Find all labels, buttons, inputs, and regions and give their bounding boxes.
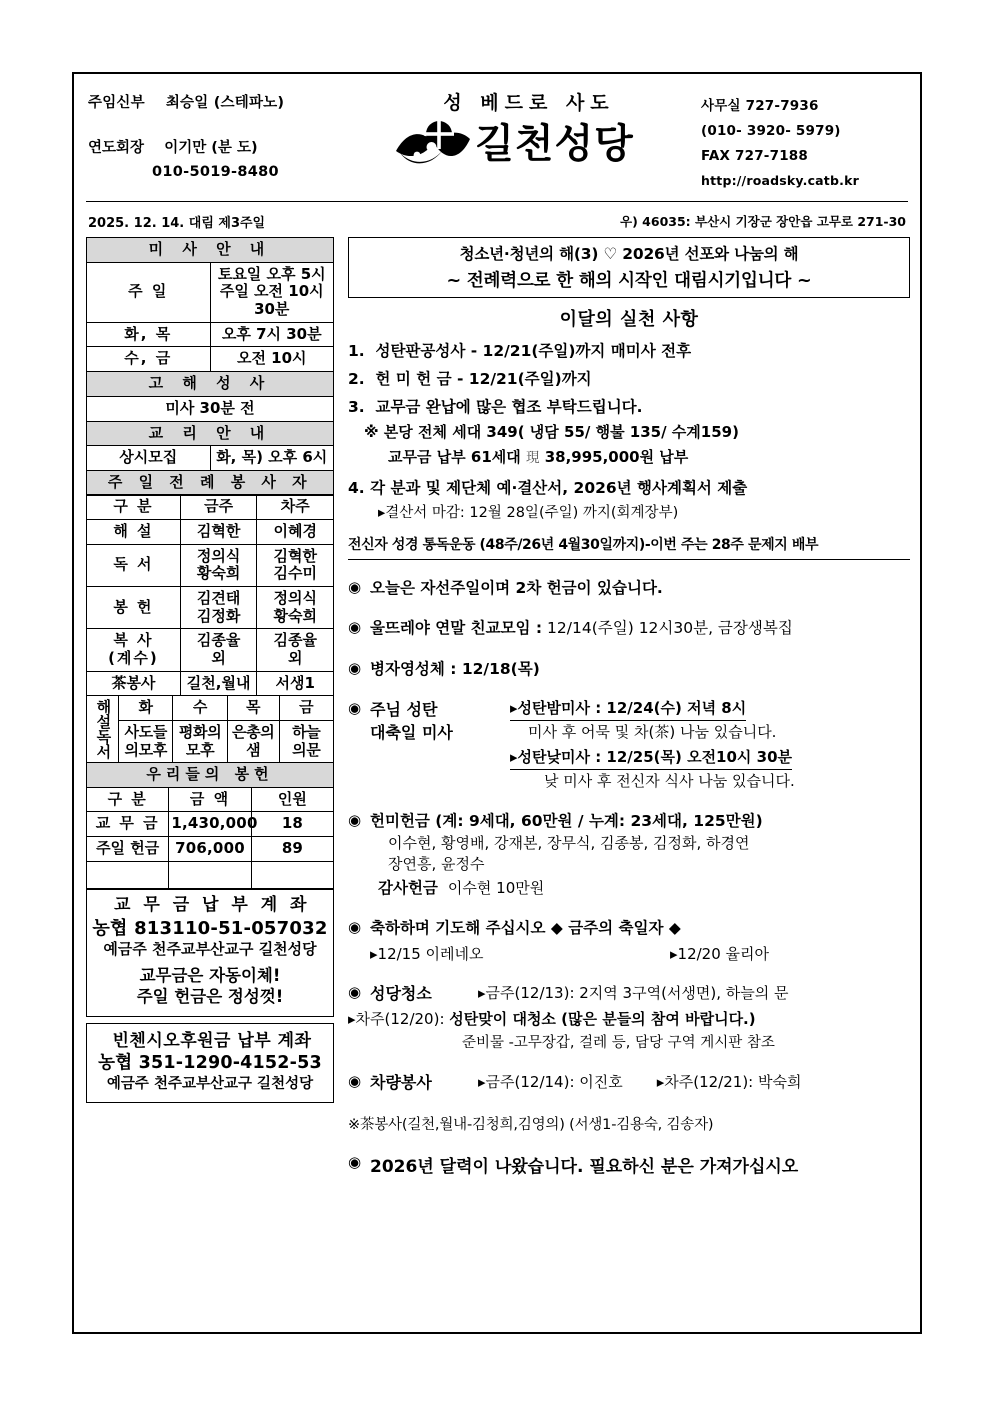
mass-row-value: 토요일 오후 5시 주일 오전 10시 30분	[210, 262, 334, 322]
leader-label: 연도회장	[88, 140, 145, 157]
rice-donors-line-1: 이수현, 황영배, 강재본, 장무식, 김종봉, 김정화, 하경연	[388, 834, 750, 853]
theme-line-2: ~ 전례력으로 한 해의 시작인 대림시기입니다 ~	[446, 271, 812, 291]
server-this-week: 길천,월내	[180, 671, 257, 696]
practice-number: 3.	[348, 398, 365, 417]
table-row	[87, 836, 334, 861]
announcements	[348, 577, 910, 1177]
fellowship-value: 12/14(주일) 12시30분, 금장생복집	[542, 619, 793, 638]
car-service-this-week: ▸금주(12/14): 이진호	[478, 1073, 623, 1092]
tuition-account-box	[86, 888, 334, 1016]
offering-type: 주일 헌금	[87, 836, 169, 861]
server-this-week: 김견태 김정화	[180, 587, 257, 629]
table-row	[87, 861, 334, 889]
mobile-phone: (010- 3920- 5979)	[701, 122, 841, 139]
offering-header-amount: 금 액	[169, 787, 251, 812]
practice-item	[348, 367, 910, 392]
table-row	[87, 812, 334, 837]
confession-value: 미사 30분 전	[87, 396, 334, 421]
server-this-week: 김혁한	[180, 519, 257, 544]
bullet-icon: ◉	[348, 918, 362, 937]
server-next-week: 서생1	[257, 671, 334, 696]
announcement-sick-communion	[348, 658, 910, 681]
bullet-icon: ◉	[348, 578, 362, 597]
header-contacts-left	[74, 74, 349, 181]
practice-4-deadline: ▸결산서 마감: 12월 28일(주일) 까지(회계장부)	[378, 504, 679, 521]
catechism-value: 화, 목) 오후 6시	[210, 446, 334, 471]
xmas-day-mass: ▸성탄낮미사 : 12/25(목) 오전10시 30분	[510, 747, 792, 770]
bullet-icon: ◉	[348, 810, 362, 829]
feast-entry-1: ▸12/15 이레네오	[370, 944, 484, 963]
bulletin-page	[72, 72, 922, 1334]
header-divider	[86, 201, 908, 202]
pastor-name: 최승일 (스테파노)	[165, 95, 285, 111]
section-divider	[348, 559, 910, 560]
weekday-reader: 하늘 의문	[279, 720, 333, 762]
sidebar-column	[86, 237, 334, 1177]
cleaning-this-week: ▸금주(12/13): 2지역 3구역(서생면), 하늘의 문	[478, 984, 789, 1003]
server-this-week: 김종율 외	[180, 629, 257, 671]
pastor-label: 주임신부	[88, 95, 145, 111]
xmas-day-note: 낮 미사 후 전신자 식사 나눔 있습니다.	[544, 772, 795, 791]
catechism-title: 교 리 안 내	[87, 421, 334, 446]
servers-header-role: 구 분	[87, 495, 181, 520]
feast-entry-2: ▸12/20 율리아	[670, 944, 769, 963]
offering-header-type: 구 분	[87, 787, 169, 812]
mass-guide-title: 미 사 안 내	[87, 238, 334, 263]
server-next-week: 김혁한 김수미	[257, 544, 334, 586]
practice-item: 4. 각 분과 및 제단체 예·결산서, 2026년 행사계획서 제출	[348, 479, 748, 498]
offering-table	[86, 762, 334, 890]
xmas-label-1: 주님 성탄	[370, 699, 438, 719]
table-row	[87, 587, 334, 629]
account-number: 농협 813110-51-057032	[92, 918, 328, 940]
weekday-readers-label: 해설독서	[87, 696, 119, 763]
account-note-2: 주일 헌금은 정성껏!	[136, 987, 284, 1007]
practice-text: 헌 미 헌 금 - 12/21(주일)까지	[375, 370, 592, 389]
page-header	[74, 74, 920, 209]
bullet-icon: ◉	[348, 618, 362, 637]
fellowship-label: 울뜨레야 연말 친교모임 :	[370, 619, 543, 638]
table-row	[87, 629, 334, 671]
leader-phone: 010-5019-8480	[152, 164, 279, 181]
charity-text: 오늘은 자선주일이며 2차 헌금이 있습니다.	[370, 579, 663, 598]
office-phone: 사무실 727-7936	[701, 98, 819, 114]
weekday-tue: 화	[119, 696, 173, 721]
practice-text: 교무금 완납에 많은 협조 부탁드립니다.	[375, 398, 643, 417]
announcement-christmas	[348, 698, 910, 793]
catechism-label: 상시모집	[87, 446, 211, 471]
announcement-charity	[348, 577, 910, 600]
offering-type	[87, 861, 169, 889]
theme-box	[348, 237, 910, 298]
confession-title: 고 해 성 사	[87, 372, 334, 397]
practice-list	[348, 339, 910, 525]
offering-amount	[169, 861, 251, 889]
practice-3-paid-amount: 38,995,000원 납부	[539, 447, 689, 466]
table-row	[87, 720, 334, 762]
weekday-readers-table	[86, 695, 334, 763]
server-role: 茶봉사	[87, 671, 181, 696]
account-owner: 예금주 천주교부산교구 길천성당	[103, 940, 317, 959]
thanks-value: 이수현 10만원	[447, 879, 545, 898]
offering-amount: 1,430,000	[169, 812, 251, 837]
church-branding	[349, 74, 679, 171]
server-this-week: 정의식 황숙희	[180, 544, 257, 586]
mass-row-label: 수, 금	[87, 347, 211, 372]
cleaning-supplies: 준비물 -고무장갑, 걸레 등, 담당 구역 게시판 참조	[462, 1034, 775, 1051]
weekday-reader: 은총의 샘	[227, 720, 279, 762]
table-row	[87, 519, 334, 544]
rice-donors-line-2: 장연흥, 윤정수	[388, 855, 485, 874]
mass-row-value: 오전 10시	[210, 347, 334, 372]
offering-count	[251, 861, 333, 889]
announcement-rice-offering	[348, 810, 910, 901]
mass-row-value: 오후 7시 30분	[210, 322, 334, 347]
xmas-night-note: 미사 후 어묵 및 차(茶) 나눔 있습니다.	[528, 722, 777, 741]
header-contacts-right	[679, 74, 911, 192]
cleaning-next-value: 성탄맞이 대청소 (많은 분들의 참여 바랍니다.)	[449, 1010, 756, 1029]
offering-amount: 706,000	[169, 836, 251, 861]
saint-line: 성 베드로 사도	[443, 92, 615, 114]
announcement-calendar	[348, 1152, 910, 1177]
practice-section-title: 이달의 실천 사항	[559, 309, 699, 330]
thanks-label: 감사헌금	[378, 879, 438, 898]
announcement-church-cleaning	[348, 982, 910, 1054]
announcement-fellowship	[348, 617, 910, 640]
practice-number: 2.	[348, 370, 365, 389]
server-role: 해 설	[87, 519, 181, 544]
server-role: 봉 헌	[87, 587, 181, 629]
calendar-text: 2026년 달력이 나왔습니다. 필요하신 분은 가져가십시오	[370, 1157, 799, 1178]
server-role: 독 서	[87, 544, 181, 586]
feast-title: 축하하며 기도해 주십시오 ◆ 금주의 축일자 ◆	[370, 919, 681, 938]
practice-3-paid	[348, 445, 910, 470]
account-note-1: 교무금은 자동이쳬!	[139, 966, 281, 986]
table-row	[87, 544, 334, 586]
weekday-reader: 사도들 의모후	[119, 720, 173, 762]
server-role: 복 사 (계수)	[87, 629, 181, 671]
church-address: 우) 46035: 부산시 기장군 장안읍 고무로 271-30	[620, 214, 906, 229]
rice-label: 헌미헌금	[370, 811, 430, 830]
table-row	[87, 671, 334, 696]
bullet-icon: ◉	[348, 1072, 362, 1091]
offering-count: 89	[251, 836, 333, 861]
tea-service-note: ※茶봉사(길천,월내-김청희,김영의) (서생1-김용숙, 김송자)	[348, 1117, 714, 1134]
fax-number: FAX 727-7188	[701, 147, 808, 164]
vincent-account-box	[86, 1023, 334, 1104]
server-next-week: 이혜경	[257, 519, 334, 544]
account-title: 교 무 금 납 부 계 좌	[114, 895, 310, 916]
mass-row-label: 화, 목	[87, 322, 211, 347]
date-and-address	[74, 209, 920, 237]
account-number: 농협 351-1290-4152-53	[98, 1053, 322, 1074]
car-service-label: 차량봉사	[370, 1073, 432, 1093]
church-name: 길천성당	[475, 121, 634, 167]
bullet-icon: ◉	[348, 1153, 362, 1172]
cleaning-label: 성당청소	[370, 984, 432, 1004]
practice-3-households: ※ 본당 전체 세대 349( 냉담 55/ 행불 135/ 수계159)	[364, 423, 739, 442]
servers-table	[86, 494, 334, 696]
announcement-feast-days	[348, 917, 910, 965]
servers-header-next: 차주	[257, 495, 334, 520]
bullet-icon: ◉	[348, 658, 362, 677]
servers-header-this: 금주	[180, 495, 257, 520]
mass-row-label: 주 일	[87, 262, 211, 322]
account-owner: 예금주 천주교부산교구 길천성당	[106, 1075, 314, 1092]
issue-date: 2025. 12. 14. 대림 제3주일	[88, 216, 266, 231]
sick-communion-text: 병자영성체 : 12/18(목)	[370, 659, 540, 678]
bullet-icon: ◉	[348, 698, 362, 717]
main-column	[344, 237, 910, 1177]
weekday-thu: 목	[227, 696, 279, 721]
xmas-night-mass: ▸성탄밤미사 : 12/24(수) 저녁 8시	[510, 698, 746, 721]
offering-type: 교 무 금	[87, 812, 169, 837]
church-logo-icon	[394, 117, 472, 171]
server-next-week: 정의식 황숙희	[257, 587, 334, 629]
announcement-car-service	[348, 1071, 910, 1095]
leader-name: 이기만 (분 도)	[164, 140, 258, 157]
bullet-icon: ◉	[348, 983, 362, 1002]
practice-number: 1.	[348, 342, 365, 360]
rice-stat: (계: 9세대, 60만원 / 누계: 23세대, 125만원)	[429, 811, 763, 830]
car-service-next-week: ▸차주(12/21): 박숙희	[656, 1073, 802, 1092]
mass-guide-table	[86, 237, 334, 496]
practice-3-paid-prefix: 교무금 납부 61세대	[388, 447, 526, 466]
theme-line-1: 청소년·청년의 해(3) ♡ 2026년 선포와 나눔의 해	[459, 245, 799, 263]
practice-text: 성탄판공성사 - 12/21(주일)까지 매미사 전후	[375, 342, 692, 360]
hyeon-char: 現	[525, 449, 540, 466]
bulletin-body	[74, 237, 920, 1177]
offering-count: 18	[251, 812, 333, 837]
weekday-fri: 금	[279, 696, 333, 721]
practice-item	[348, 339, 910, 364]
website-url[interactable]: http://roadsky.catb.kr	[701, 172, 859, 188]
server-next-week: 김종율 외	[257, 629, 334, 671]
offering-title: 우리들의 봉헌	[87, 762, 334, 787]
account-title: 빈첸시오후원금 납부 계좌	[112, 1030, 312, 1051]
xmas-label-2: 대축일 미사	[370, 723, 453, 743]
weekday-wed: 수	[173, 696, 227, 721]
offering-header-count: 인원	[251, 787, 333, 812]
practice-item	[348, 395, 910, 420]
servers-title: 주 일 전 례 봉 사 자	[87, 470, 334, 495]
cleaning-next-prefix: ▸차주(12/20):	[348, 1010, 450, 1029]
weekday-reader: 평화의 모후	[173, 720, 227, 762]
bible-campaign: 전신자 성경 통독운동 (48주/26년 4월30일까지)-이번 주는 28주 문제지 배부	[348, 537, 819, 554]
